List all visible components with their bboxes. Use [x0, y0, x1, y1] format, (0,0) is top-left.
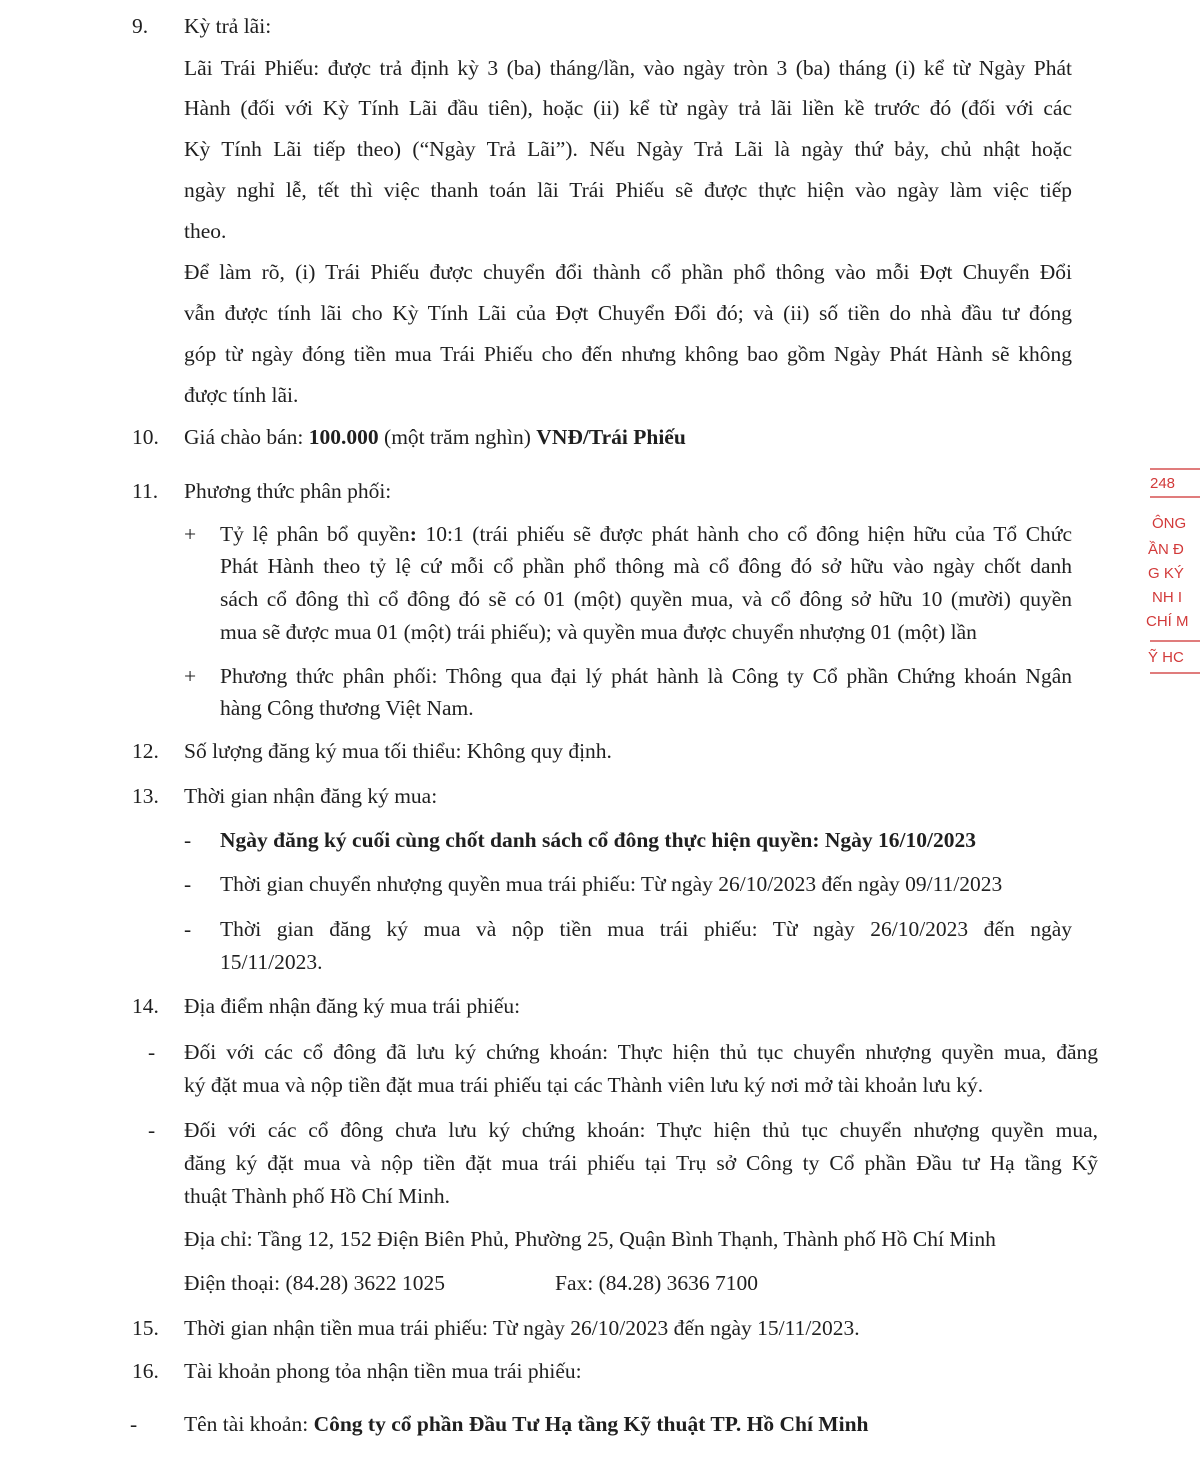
- seal-text: NH I: [1152, 589, 1182, 606]
- section-9-para-2-line: góp từ ngày đóng tiền mua Trái Phiếu cho đến nhưng không bao gồm Ngày Phát Hành sẽ không: [184, 342, 1072, 366]
- section-9-para-1-line: ngày nghỉ lễ, tết thì việc thanh toán lãi Trái Phiếu sẽ được thực hiện vào ngày làm việc tiếp: [184, 178, 1072, 202]
- seal-text: Ỹ HC: [1148, 649, 1184, 666]
- account-name-label: Tên tài khoản:: [184, 1412, 314, 1436]
- offer-price-value: 100.000: [308, 425, 379, 449]
- seal-text: ẦN Đ: [1148, 541, 1184, 558]
- record-date-line: Ngày đăng ký cuối cùng chốt danh sách cổ đông thực hiện quyền: Ngày 16/10/2023: [220, 828, 976, 852]
- account-name-value: Công ty cổ phần Đầu Tư Hạ tầng Kỹ thuật TP. Hồ Chí Minh: [313, 1412, 869, 1436]
- distribution-method-line: Phương thức phân phối: Thông qua đại lý phát hành là Công ty Cổ phần Chứng khoán Ngân: [220, 664, 1072, 688]
- dash-bullet: -: [130, 1412, 138, 1436]
- minimum-subscription: Số lượng đăng ký mua tối thiểu: Không quy định.: [184, 739, 612, 763]
- dash-bullet: -: [148, 1040, 156, 1064]
- dash-bullet: -: [184, 917, 192, 941]
- section-9-para-1-line: Kỳ Tính Lãi tiếp theo) (“Ngày Trả Lãi”). Nếu Ngày Trả Lãi là ngày thứ bảy, chủ nhật hoặc: [184, 137, 1072, 161]
- dash-bullet: -: [148, 1118, 156, 1142]
- section-9-para-1-line: theo.: [184, 219, 227, 243]
- section-14-heading: Địa điểm nhận đăng ký mua trái phiếu:: [184, 994, 521, 1018]
- rights-transfer-period: Thời gian chuyển nhượng quyền mua trái phiếu: Từ ngày 26/10/2023 đến ngày 09/11/2023: [220, 872, 1003, 896]
- section-9-heading: Kỳ trả lãi:: [184, 14, 272, 38]
- offer-price-unit: VNĐ/Trái Phiếu: [536, 425, 686, 449]
- allocation-ratio-line: sách cổ đông thì cổ đông đó sẽ có 01 (một) quyền mua, và cổ đông sở hữu 10 (mười) quyền: [220, 587, 1072, 611]
- offer-price-label: Giá chào bán:: [184, 425, 309, 449]
- deposited-shareholders-line: ký đặt mua và nộp tiền đặt mua trái phiếu tại các Thành viên lưu ký nơi mở tài khoản lưu ký.: [184, 1073, 984, 1097]
- distribution-method-line: hàng Công thương Việt Nam.: [220, 696, 474, 720]
- section-9-para-2-line: Để làm rõ, (i) Trái Phiếu được chuyển đổi thành cổ phần phổ thông vào mỗi Đợt Chuyển Đổi: [184, 260, 1072, 284]
- company-seal-fragment: [1142, 462, 1200, 687]
- account-name-line: [184, 1414, 868, 1436]
- section-13-heading: Thời gian nhận đăng ký mua:: [184, 784, 438, 808]
- offer-price-words: (một trăm nghìn): [378, 425, 537, 449]
- item-number-13: 13.: [132, 784, 159, 808]
- seal-border: [1150, 496, 1200, 498]
- seal-border: [1150, 640, 1200, 642]
- non-deposited-shareholders-line: đăng ký đặt mua và nộp tiền đặt mua trái phiếu tại Trụ sở Công ty Cổ phần Đầu tư Hạ tầng Kỹ: [184, 1151, 1098, 1175]
- allocation-ratio-line: Phát Hành theo tỷ lệ cứ mỗi cổ phần phổ thông mà cổ đông đó sở hữu vào ngày chốt danh: [220, 554, 1072, 578]
- item-number-15: 15.: [132, 1316, 159, 1340]
- section-9-para-2-line: vẫn được tính lãi cho Kỳ Tính Lãi của Đợt Chuyển Đổi đó; và (ii) số tiền do nhà đầu tư đóng: [184, 301, 1072, 325]
- non-deposited-shareholders-line: thuật Thành phố Hồ Chí Minh.: [184, 1184, 450, 1208]
- item-number-10: 10.: [132, 425, 159, 449]
- section-9-para-2-line: được tính lãi.: [184, 383, 299, 407]
- dash-bullet: -: [184, 872, 192, 896]
- seal-text: G KÝ: [1148, 565, 1184, 582]
- allocation-ratio-label: Tỷ lệ phân bổ quyền: [220, 522, 410, 546]
- subscription-payment-period: 15/11/2023.: [220, 950, 323, 974]
- office-address: Địa chỉ: Tầng 12, 152 Điện Biên Phủ, Phường 25, Quận Bình Thạnh, Thành phố Hồ Chí Minh: [184, 1227, 996, 1251]
- allocation-ratio-line: [220, 524, 1072, 546]
- seal-text: 248: [1150, 475, 1176, 492]
- dash-bullet: -: [184, 828, 192, 852]
- item-number-16: 16.: [132, 1359, 159, 1383]
- non-deposited-shareholders-line: Đối với các cổ đông chưa lưu ký chứng khoán: Thực hiện thủ tục chuyển nhượng quyền mua,: [184, 1118, 1098, 1142]
- allocation-ratio-text: 10:1 (trái phiếu sẽ được phát hành cho cổ đông hiện hữu của Tổ Chức: [416, 522, 1072, 546]
- allocation-ratio-line: mua sẽ được mua 01 (một) trái phiếu); và quyền mua được chuyển nhượng 01 (một) lần: [220, 620, 977, 644]
- fax-number: Fax: (84.28) 3636 7100: [555, 1271, 759, 1295]
- item-number-12: 12.: [132, 739, 159, 763]
- item-number-9: 9.: [132, 14, 149, 38]
- plus-bullet: +: [184, 522, 197, 546]
- allocation-ratio-colon: :: [409, 522, 417, 546]
- section-9-para-1-line: Lãi Trái Phiếu: được trả định kỳ 3 (ba) tháng/lần, vào ngày tròn 3 (ba) tháng (i) kể từ Ngày Phát: [184, 56, 1072, 80]
- section-11-heading: Phương thức phân phối:: [184, 479, 392, 503]
- deposited-shareholders-line: Đối với các cổ đông đã lưu ký chứng khoán: Thực hiện thủ tục chuyển nhượng quyền mua, đăng: [184, 1040, 1098, 1064]
- seal-text: CHÍ M: [1146, 613, 1189, 630]
- section-9-para-1-line: Hành (đối với Kỳ Tính Lãi đầu tiên), hoặc (ii) kể từ ngày trả lãi liền kề trước đó (đối với các: [184, 96, 1072, 120]
- phone-number: Điện thoại: (84.28) 3622 1025: [184, 1271, 445, 1295]
- subscription-payment-period: Thời gian đăng ký mua và nộp tiền mua trái phiếu: Từ ngày 26/10/2023 đến ngày: [220, 917, 1072, 941]
- section-16-heading: Tài khoản phong tỏa nhận tiền mua trái phiếu:: [184, 1359, 582, 1383]
- offer-price-line: [184, 427, 686, 449]
- seal-border: [1150, 672, 1200, 674]
- plus-bullet: +: [184, 664, 197, 688]
- seal-border: [1150, 468, 1200, 470]
- item-number-11: 11.: [132, 479, 159, 503]
- item-number-14: 14.: [132, 994, 159, 1018]
- payment-period: Thời gian nhận tiền mua trái phiếu: Từ ngày 26/10/2023 đến ngày 15/11/2023.: [184, 1316, 860, 1340]
- seal-text: ÔNG: [1152, 515, 1187, 532]
